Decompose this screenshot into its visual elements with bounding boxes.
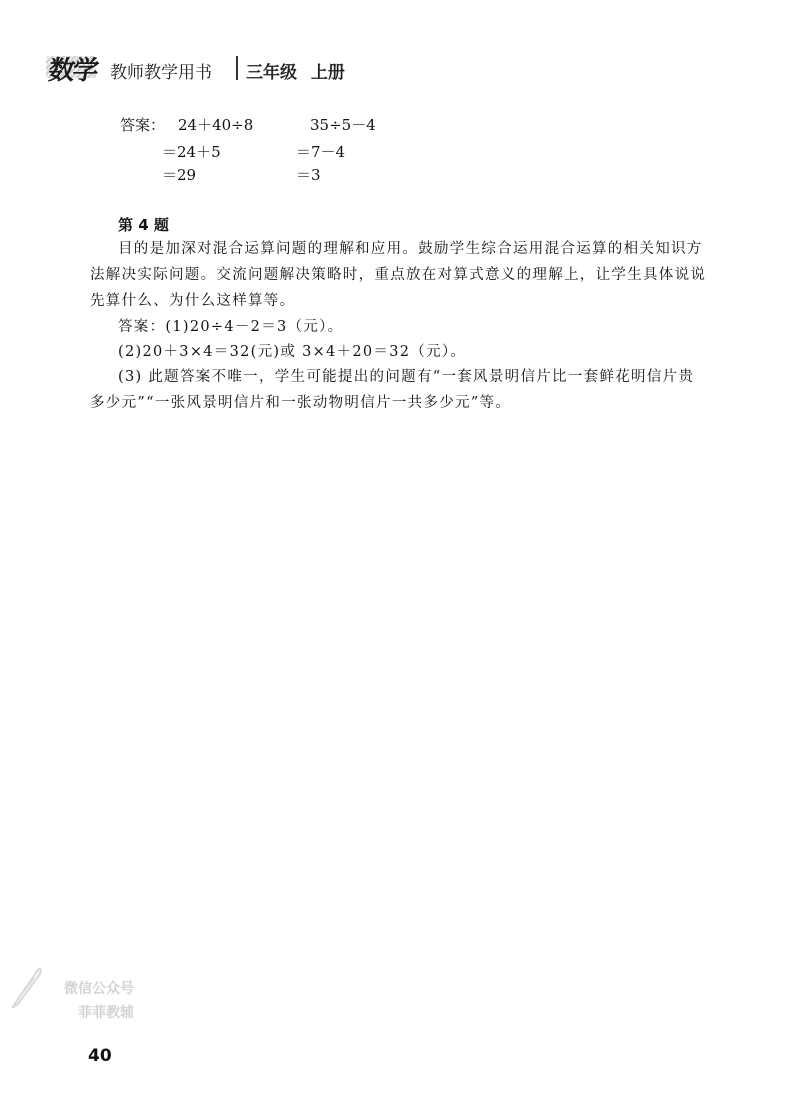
calc-left-line1: 24＋40÷8 (178, 116, 254, 134)
answer-part-3: (3) 此题答案不唯一，学生可能提出的问题有“一套风景明信片比一套鲜花明信片贵多少元”“一张风景明信片和一张动物明信片一共多少元”等。 (90, 369, 695, 411)
calc-right-line2: ＝7－4 (296, 143, 346, 161)
question-purpose-paragraph: 目的是加深对混合运算问题的理解和应用。鼓励学生综合运用混合运算的相关知识方法解决实际问题。交流问题解决策略时，重点放在对算式意义的理解上，让学生具体说说先算什么、为什么这样算等。 (90, 241, 707, 309)
watermark-line-2: 菲菲教辅 (78, 1005, 134, 1021)
page-header (46, 50, 746, 88)
feather-pen-icon (8, 964, 44, 1010)
answer-label: 答案： (120, 116, 166, 134)
answer-part-1: 答案：(1)20÷4－2＝3（元）。 (118, 319, 344, 335)
logo-text: 数学 (46, 56, 99, 86)
watermark (8, 962, 138, 1032)
question-title: 第 4 题 (118, 216, 169, 234)
header-divider (236, 56, 238, 80)
calc-left-line3: ＝29 (162, 166, 197, 184)
page-number: 40 (88, 1046, 112, 1066)
grade-label: 三年级 上册 (246, 63, 345, 83)
watermark-line-1: 微信公众号 (64, 981, 134, 997)
calc-right-line1: 35÷5－4 (310, 116, 376, 134)
calc-right-line3: ＝3 (296, 166, 321, 184)
book-title: 教师教学用书 (110, 63, 212, 83)
calc-left-line2: ＝24＋5 (162, 143, 221, 161)
math-logo (46, 50, 98, 84)
answer-part-2: (2)20＋3×4＝32(元)或 3×4＋20＝32（元）。 (118, 344, 467, 360)
